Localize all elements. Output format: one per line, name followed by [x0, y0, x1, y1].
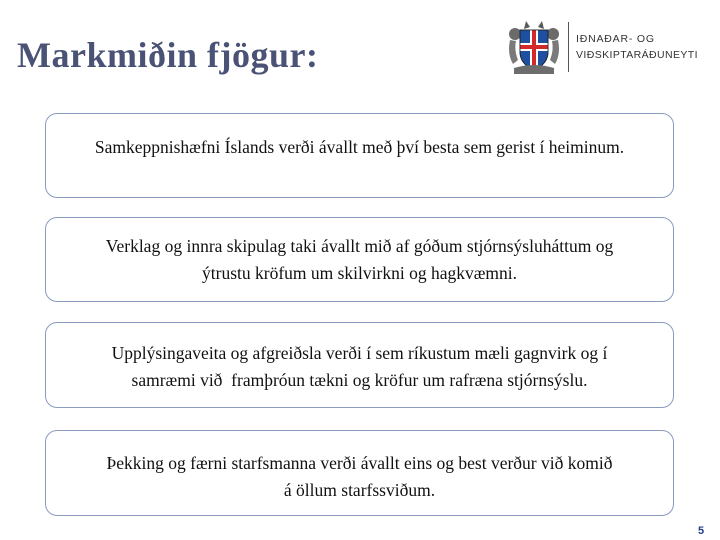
goal-text-line1: Þekking og færni starfsmanna verði ávallt eins og best verður við komið	[106, 453, 613, 473]
goal-text: Samkeppnishæfni Íslands verði ávallt með því besta sem gerist í heiminum.	[94, 137, 625, 157]
goal-text-line1: Verklag og innra skipulag taki ávallt mið af góðum stjórnsýsluháttum og	[105, 236, 614, 256]
logo-divider	[568, 22, 569, 72]
goal-text-line2: á öllum starfssviðum.	[283, 480, 436, 500]
goal-box-2	[45, 217, 674, 302]
goal-box-1	[45, 113, 674, 198]
goal-text-line1: Upplýsingaveita og afgreiðsla verði í sem ríkustum mæli gagnvirk og í	[111, 343, 608, 363]
logo-text-line2: VIÐSKIPTARÁÐUNEYTI	[576, 49, 698, 61]
goal-box-4	[45, 430, 674, 516]
ministry-logo	[506, 18, 716, 76]
goal-text-line2: samræmi við framþróun tækni og kröfur um rafræna stjórnsýslu.	[131, 370, 588, 390]
page-title: Markmiðin fjögur:	[17, 35, 319, 75]
logo-text-line1: IÐNAÐAR- OG	[576, 33, 655, 45]
page-number: 5	[698, 525, 705, 537]
icelandic-coat-of-arms-icon	[506, 18, 562, 76]
goal-box-3	[45, 322, 674, 408]
goal-text-line2: ýtrustu kröfum um skilvirkni og hagkvæmni.	[202, 263, 517, 283]
